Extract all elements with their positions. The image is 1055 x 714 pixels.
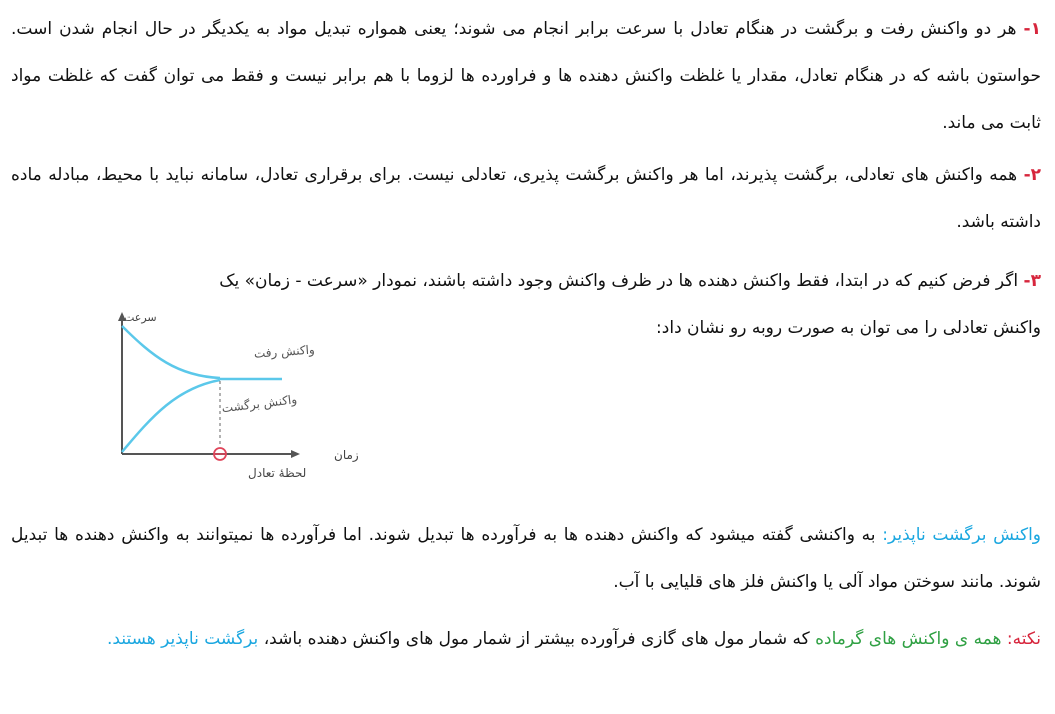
item-number-2: ۲- (1023, 165, 1042, 185)
paragraph-4 (11, 512, 1041, 606)
note-green-text: همه ی واکنش های گرماده (815, 629, 1002, 649)
item-number-3: ۳- (1023, 271, 1041, 291)
x-axis-arrow (291, 450, 300, 458)
paragraph-1-text: هر دو واکنش رفت و برگشت در هنگام تعادل با سرعت برابر انجام می شوند؛ یعنی همواره تبدیل مواد به یکدیگر در حال انجام شدن است. حواستون باشه که در هنگام تعادل، مقدار یا غلظت واکنش دهنده ها و فراورده ها لزوما با هم برابر نیست و فقط می توان گفت که غلظت مواد ثابت می ماند. (11, 19, 1041, 133)
paragraph-3-text-2: واکنش تعادلی را می توان به صورت روبه رو نشان داد: (656, 318, 1041, 338)
note-blue-text: برگشت ناپذیر هستند. (107, 629, 259, 649)
paragraph-4-text: به واکنشی گفته میشود که واکنش دهنده ها به فرآورده ها تبدیل شوند. اما فرآورده ها نمیتوانند به واکنش دهنده ها تبدیل شوند. مانند سوختن مواد آلی یا واکنش فلز های قلیایی با آب. (11, 525, 1041, 592)
item-number-1: ۱- (1023, 19, 1041, 39)
y-axis-label: سرعت (124, 311, 157, 324)
reverse-reaction-curve (122, 380, 220, 452)
forward-reaction-curve (122, 326, 220, 378)
equilibrium-label: لحظهٔ تعادل (248, 466, 307, 480)
rate-time-chart (82, 304, 359, 492)
note-label: نکته: (1006, 629, 1041, 649)
paragraph-3-line-1 (11, 258, 1041, 305)
paragraph-2 (11, 152, 1041, 246)
paragraph-3-text-1: اگر فرض کنیم که در ابتدا، فقط واکنش دهنده ها در ظرف واکنش وجود داشته باشند، نمودار «سرعت - زمان» یک (219, 271, 1019, 291)
paragraph-3-line-2 (601, 305, 1041, 352)
term-irreversible: واکنش برگشت ناپذیر: (882, 525, 1042, 545)
series-label-reverse: واکنش برگشت (220, 392, 298, 416)
paragraph-note (11, 616, 1041, 663)
rate-time-chart-svg (82, 304, 359, 492)
paragraph-1 (11, 6, 1041, 147)
x-axis-label: زمان (334, 448, 359, 462)
note-text: که شمار مول های گازی فرآورده بیشتر از شمار مول های واکنش دهنده باشد، (263, 629, 810, 649)
paragraph-2-text: همه واکنش های تعادلی، برگشت پذیرند، اما هر واکنش برگشت پذیری، تعادلی نیست. برای برقراری تعادل، سامانه نباید با محیط، مبادله ماده داشته باشد. (11, 165, 1041, 232)
series-label-forward: واکنش رفت (253, 342, 316, 361)
